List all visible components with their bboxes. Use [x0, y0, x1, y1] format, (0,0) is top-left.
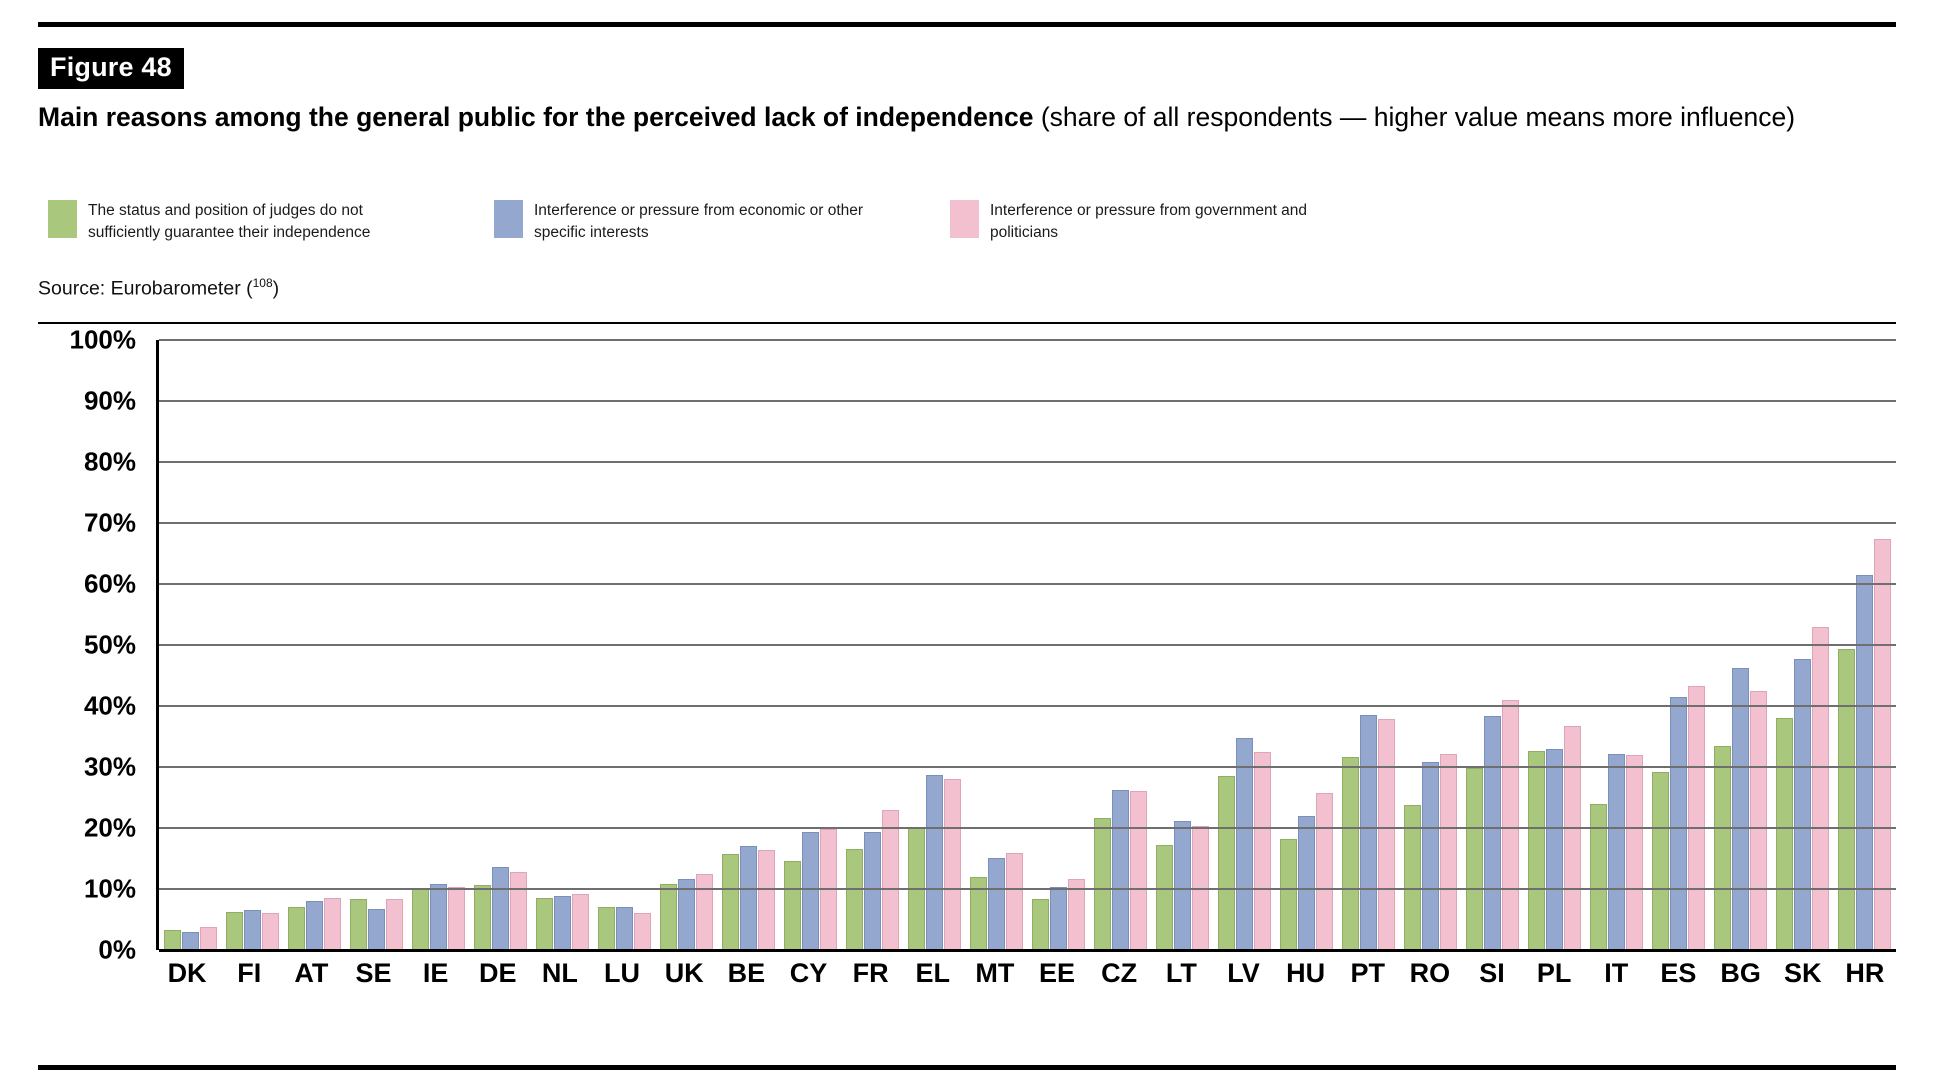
x-axis-tick-label: BG [1720, 958, 1761, 988]
legend-item-label: Interference or pressure from economic or other specific interests [534, 202, 864, 241]
gridline [159, 888, 1896, 890]
bar [1714, 746, 1731, 950]
bar [1156, 845, 1173, 950]
bar [660, 884, 677, 950]
x-axis-tick-label: ES [1660, 958, 1697, 988]
bar [244, 910, 261, 950]
bar [740, 846, 757, 950]
bar [324, 898, 341, 950]
x-axis [156, 958, 1896, 989]
y-axis-tick-label: 60% [83, 568, 136, 599]
bar [1670, 697, 1687, 950]
bar [1776, 718, 1793, 950]
bar [1564, 726, 1581, 950]
gridline [159, 339, 1896, 341]
bar [722, 854, 739, 950]
bar [1032, 899, 1049, 950]
gridline [159, 583, 1896, 585]
bar [1590, 804, 1607, 950]
gridline [159, 644, 1896, 646]
bar [846, 849, 863, 950]
bar [1838, 649, 1855, 950]
bar [1502, 700, 1519, 950]
x-axis-tick-label: SE [355, 958, 392, 988]
chart-legend [48, 200, 1416, 243]
bar [1316, 793, 1333, 950]
x-axis-tick-label: CY [789, 958, 828, 988]
y-axis-tick-label: 100% [69, 324, 136, 355]
x-axis-tick-label: RO [1409, 958, 1451, 988]
bar [1218, 776, 1235, 950]
bar [306, 901, 323, 950]
source-prefix: Source: Eurobarometer ( [38, 277, 253, 300]
bar [164, 930, 181, 950]
bar [882, 810, 899, 950]
source-note [38, 276, 279, 301]
bar [1546, 749, 1563, 950]
legend-item [494, 200, 894, 243]
bar [510, 872, 527, 950]
x-axis-tick-label: IT [1604, 958, 1629, 988]
legend-item [48, 200, 438, 243]
legend-item [950, 200, 1360, 243]
bar [1440, 754, 1457, 950]
y-axis-tick-label: 30% [83, 751, 136, 782]
top-rule [38, 22, 1896, 27]
bar [1652, 772, 1669, 950]
legend-swatch-green [48, 200, 77, 238]
bar [1094, 818, 1111, 950]
bar [1856, 575, 1873, 950]
legend-swatch-pink [950, 200, 979, 238]
x-axis-tick-label: DK [167, 958, 207, 988]
bar [474, 885, 491, 950]
bar [988, 858, 1005, 950]
bar [554, 896, 571, 950]
bar [448, 887, 465, 950]
figure-badge: Figure 48 [38, 48, 184, 89]
bar [678, 879, 695, 950]
bar [1794, 659, 1811, 950]
legend-swatch-blue [494, 200, 523, 238]
bar [634, 913, 651, 950]
bar [802, 832, 819, 950]
x-axis-tick-label: FI [237, 958, 262, 988]
gridline [159, 522, 1896, 524]
x-axis-tick-label: LU [604, 958, 641, 988]
bar [1112, 790, 1129, 950]
y-axis-tick-label: 50% [83, 629, 136, 660]
bar [1466, 768, 1483, 950]
y-axis-tick-label: 40% [83, 690, 136, 721]
bar [182, 932, 199, 950]
figure-title-main: Main reasons among the general public for the perceived lack of independence [38, 102, 1034, 132]
x-axis-tick-label: BE [727, 958, 766, 988]
bar [1342, 757, 1359, 950]
bar [1130, 791, 1147, 950]
x-axis-tick-label: EE [1039, 958, 1076, 988]
header-divider [38, 322, 1896, 324]
x-axis-tick-label: LT [1165, 958, 1197, 988]
y-axis-tick-label: 10% [83, 873, 136, 904]
x-axis-tick-label: LV [1227, 958, 1260, 988]
source-suffix: ) [272, 277, 280, 300]
gridline [159, 827, 1896, 829]
bottom-rule [38, 1065, 1896, 1070]
x-axis-tick-label: CZ [1101, 958, 1138, 988]
bar [492, 867, 509, 950]
bar [1006, 853, 1023, 950]
x-axis-tick-label: UK [664, 958, 704, 988]
legend-item-label: Interference or pressure from government and politicians [990, 202, 1308, 241]
x-axis-tick-label: SK [1783, 958, 1822, 988]
x-axis-tick-label: NL [541, 958, 578, 988]
bar [696, 874, 713, 950]
x-axis-tick-label: IE [422, 958, 449, 988]
x-axis-tick-label: SI [1479, 958, 1505, 988]
bar [598, 907, 615, 950]
bar [1626, 755, 1643, 950]
bar [758, 850, 775, 950]
bar [926, 775, 943, 950]
bar [1750, 691, 1767, 950]
legend-item-label: The status and position of judges do not sufficiently guarantee their independence [88, 202, 371, 241]
figure-title-sub: (share of all respondents — higher value means more influence) [1033, 102, 1796, 132]
bar [944, 779, 961, 950]
bar [1280, 839, 1297, 950]
bar [1174, 821, 1191, 950]
bar [1298, 816, 1315, 950]
bar [226, 912, 243, 950]
y-axis-tick-label: 20% [83, 812, 136, 843]
plot-area [156, 340, 1896, 950]
x-axis-tick-label: EL [915, 958, 951, 988]
bar [1732, 668, 1749, 950]
bar [430, 884, 447, 950]
bar [1422, 762, 1439, 950]
figure-title [38, 100, 1898, 135]
x-axis-tick-label: FR [852, 958, 889, 988]
bar-chart [38, 324, 1896, 1030]
bar [572, 894, 589, 950]
bar [386, 899, 403, 950]
x-axis-tick-label: DE [479, 958, 517, 988]
x-axis-tick-label: PT [1350, 958, 1385, 988]
y-axis-tick-label: 80% [83, 446, 136, 477]
y-axis-tick-label: 70% [83, 507, 136, 538]
x-axis-tick-label: MT [975, 958, 1015, 988]
bar [784, 861, 801, 950]
x-axis-tick-label: HU [1286, 958, 1326, 988]
bar [1360, 715, 1377, 950]
y-axis-tick-label: 0% [98, 934, 136, 965]
y-axis [38, 324, 150, 965]
bar [1050, 887, 1067, 950]
bar [200, 927, 217, 950]
bar [1068, 879, 1085, 950]
bar [1378, 719, 1395, 950]
bar [864, 832, 881, 950]
bar [1528, 751, 1545, 950]
bar [262, 913, 279, 950]
bar [616, 907, 633, 950]
bar [1608, 754, 1625, 950]
bar [1688, 686, 1705, 950]
gridline [159, 400, 1896, 402]
bar [412, 889, 429, 950]
gridline [159, 461, 1896, 463]
gridline [159, 766, 1896, 768]
bar [536, 898, 553, 950]
source-footnote-number: 108 [252, 276, 273, 290]
bar [368, 909, 385, 950]
gridline [159, 705, 1896, 707]
bar [350, 899, 367, 950]
y-axis-tick-label: 90% [83, 385, 136, 416]
bar [1254, 752, 1271, 950]
bar [1236, 738, 1253, 950]
bar [1812, 627, 1829, 950]
bar [288, 907, 305, 950]
axis-baseline [159, 949, 1896, 952]
bar [1484, 716, 1501, 950]
x-axis-tick-label: HR [1845, 958, 1885, 988]
x-axis-tick-label: AT [294, 958, 329, 988]
x-axis-tick-label: PL [1536, 958, 1572, 988]
